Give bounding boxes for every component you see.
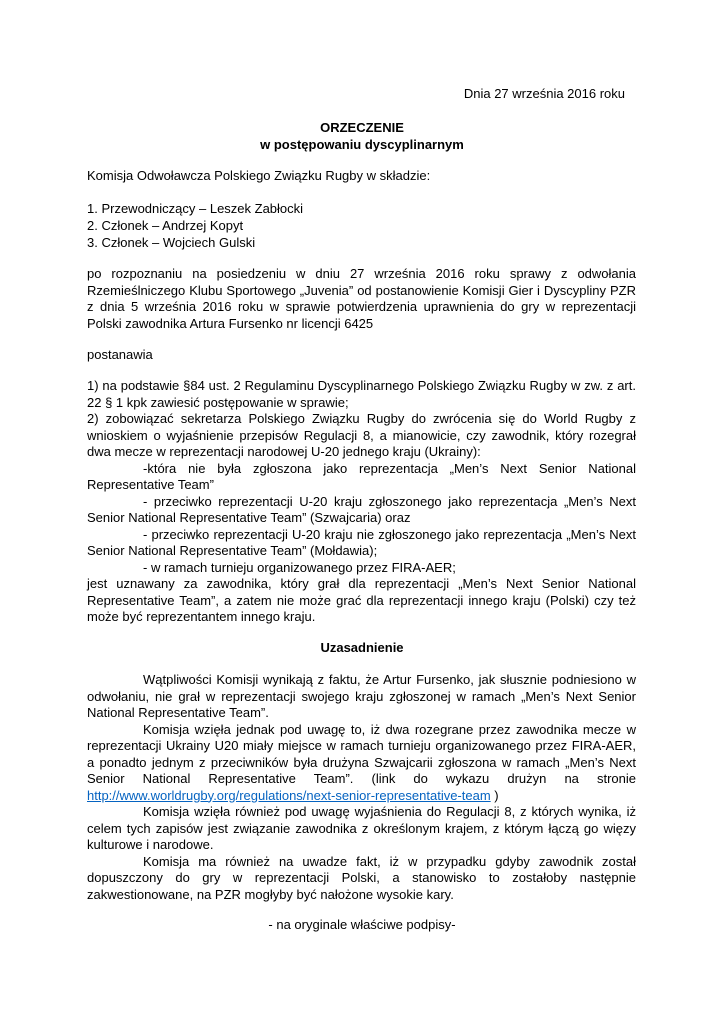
reason-1: Wątpliwości Komisji wynikają z faktu, że Artur Fursenko, jak słusznie podniesiono w odwołaniu, nie grał w reprezentacji swojego kraju zgłoszonej w ramach „Men’s Next Senior National Representative Team”. [87,672,636,720]
reason-2-after: ) [490,787,499,803]
title-line-1: ORZECZENIE [320,120,404,135]
justification-section [87,672,636,903]
signature-note: - na oryginale właściwe podpisy- [268,917,456,932]
decision-1: 1) na podstawie §84 ust. 2 Regulaminu Dyscyplinarnego Polskiego Związku Rugby w zw. z art. 22 § 1 kpk zawiesić postępowanie w sprawie; [87,378,636,410]
decision-keyword: postanawia [87,347,153,362]
title-line-2: w postępowaniu dyscyplinarnym [260,137,464,152]
decision-bullet-2: - przeciwko reprezentacji U-20 kraju zgłoszonego jako reprezentacja „Men’s Next Senior National Representative Team” (Szwajcaria) oraz [87,493,636,525]
reason-2-text: Komisja wzięła jednak pod uwagę to, iż dwa rozegrane przez zawodnika mecze w reprezentacji Ukrainy U20 miały miejsce w ramach turnieju organizowanego przez FIRA-AER, a ponadto jednym z przeciwników była drużyna Szwajcarii zgłoszona w ramach „Men’s Next Senior National Representative Team”. (link do wykazu drużyn na stronie [87,721,636,786]
reason-4: Komisja ma również na uwadze fakt, iż w przypadku gdyby zawodnik został dopuszczony do gry w reprezentacji Polski, a stanowisko to zostałoby następnie zakwestionowane, na PZR mogłyby być nałożone wysokie kary. [87,853,636,902]
decision-bullet-4: - w ramach turnieju organizowanego przez FIRA-AER; [143,559,456,575]
member-item: 1. Przewodniczący – Leszek Zabłocki [87,201,304,216]
decision-bullet-1: -która nie była zgłoszona jako reprezentacja „Men’s Next Senior National Representative Team” [87,460,636,492]
reason-3: Komisja wzięła również pod uwagę wyjaśnienia do Regulacji 8, z których wynika, iż celem tych zapisów jest związanie zawodnika z określonym krajem, z którym łączą go więzy kulturowe i narodowe. [87,804,636,852]
decision-bullet-3: - przeciwko reprezentacji U-20 kraju nie zgłoszonego jako reprezentacja „Men’s Next Senior National Representative Team” (Mołdawia); [87,526,636,558]
decisions-section [87,378,636,626]
document-date: Dnia 27 września 2016 roku [463,86,625,101]
decision-2: 2) zobowiązać sekretarza Polskiego Związku Rugby do zwrócenia się do World Rugby z wnioskiem o wyjaśnienie przepisów Regulacji 8, a mianowicie, czy zawodnik, który rozegrał dwa mecze w reprezentacji narodowej U-20 jednego kraju (Ukrainy): [87,411,636,459]
document-title [0,120,724,154]
reason-2 [87,722,636,805]
worldrugby-link[interactable]: http://www.worldrugby.org/regulations/next-senior-representative-team [87,787,491,803]
decision-tail: jest uznawany za zawodnika, który grał dla reprezentacji „Men’s Next Senior National Representative Team”, a zatem nie może grać dla reprezentacji innego kraju (Polski) czy też może być reprezentantem innego kraju. [87,576,636,624]
committee-members [87,201,636,252]
member-item: 3. Członek – Wojciech Gulski [87,235,256,250]
justification-heading: Uzasadnienie [320,640,404,655]
case-description: po rozpoznaniu na posiedzeniu w dniu 27 września 2016 roku sprawy z odwołania Rzemieślniczego Klubu Sportowego „Juvenia” od postanowienie Komisji Gier i Dyscypliny PZR z dnia 5 września 2016 roku w sprawie potwierdzenia uprawnienia do gry w reprezentacji Polski zawodnika Artura Fursenko nr licencji 6425 [87,266,636,331]
member-item: 2. Członek – Andrzej Kopyt [87,218,244,233]
committee-intro: Komisja Odwoławcza Polskiego Związku Rugby w składzie: [87,168,431,183]
